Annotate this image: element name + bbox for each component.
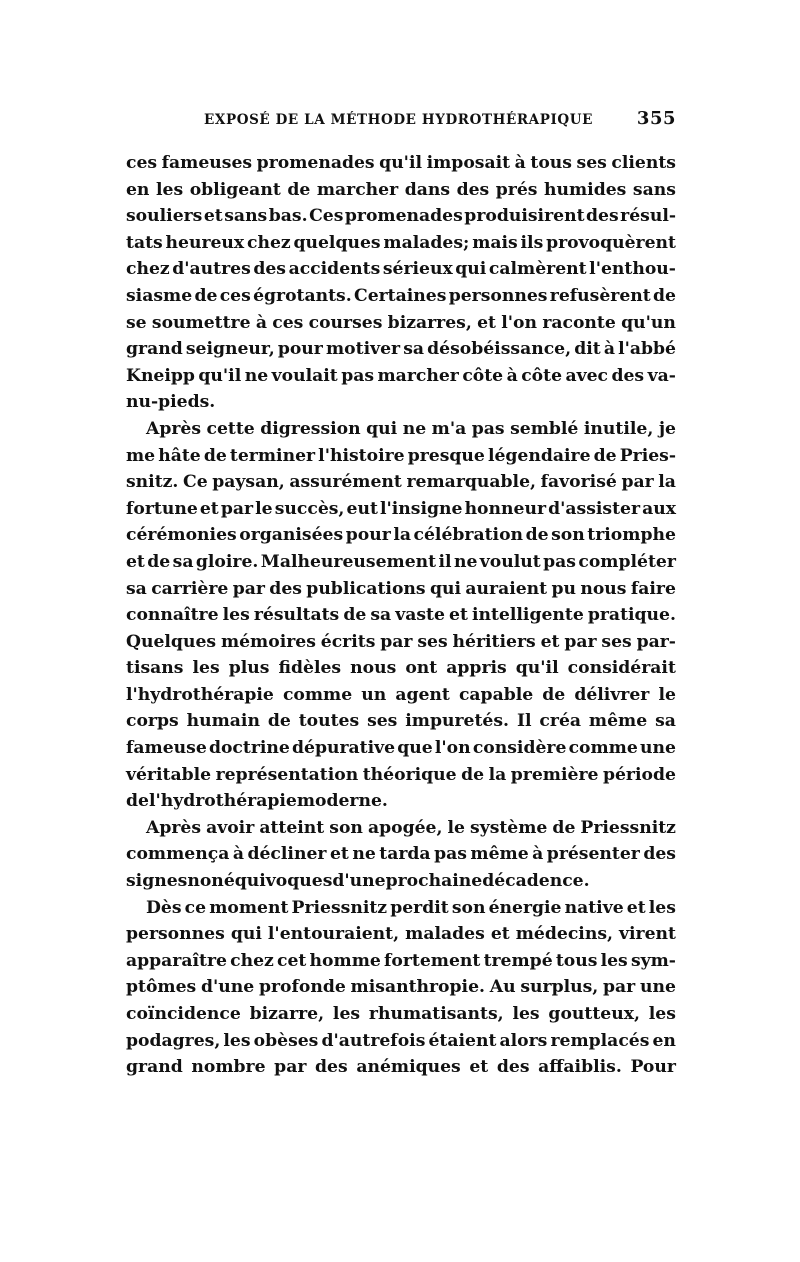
text-line: grand nombre par des anémiques et des affaiblis. Pour: [126, 1057, 676, 1078]
text-line: tats heureux chez quelques malades; mais ils provoquèrent: [126, 232, 676, 253]
text-line: en les obligeant de marcher dans des prés humides sans: [126, 179, 676, 200]
text-line: de l'hydrothérapie moderne.: [126, 791, 388, 812]
text-line: signes non équivoques d'une prochaine décadence.: [126, 871, 590, 892]
text-line: fameuse doctrine dépurative que l'on considère comme une: [126, 738, 676, 759]
paragraph: [126, 895, 676, 1081]
text-line: Kneipp qu'il ne voulait pas marcher côte à côte avec des va-: [126, 365, 676, 386]
text-line: se soumettre à ces courses bizarres, et l'on raconte qu'un: [126, 312, 676, 333]
text-line: snitz. Ce paysan, assurément remarquable, favorisé par la: [126, 472, 676, 493]
text-line: commença à décliner et ne tarda pas même à présenter des: [126, 844, 676, 865]
body-text: [126, 150, 676, 1081]
text-line: l'hydrothérapie comme un agent capable de délivrer le: [126, 684, 676, 705]
book-page: [126, 108, 676, 1081]
text-line: connaître les résultats de sa vaste et intelligente pratique.: [126, 605, 676, 626]
text-line: véritable représentation théorique de la première période: [126, 764, 676, 785]
text-line: ptômes d'une profonde misanthropie. Au surplus, par une: [126, 977, 676, 998]
text-line: cérémonies organisées pour la célébration de son triomphe: [126, 525, 676, 546]
text-line: Après avoir atteint son apogée, le système de Priessnitz: [146, 817, 676, 838]
text-line: Dès ce moment Priessnitz perdit son énergie native et les: [146, 897, 676, 918]
text-line: Après cette digression qui ne m'a pas semblé inutile, je: [146, 418, 676, 439]
paragraph: [126, 150, 676, 416]
page-number: 355: [636, 108, 676, 129]
text-line: personnes qui l'entouraient, malades et médecins, virent: [126, 924, 676, 945]
text-line: tisans les plus fidèles nous ont appris qu'il considérait: [126, 658, 676, 679]
text-line: nu-pieds.: [126, 392, 216, 413]
text-line: souliers et sans bas. Ces promenades produisirent des résul-: [126, 206, 676, 227]
text-line: ces fameuses promenades qu'il imposait à tous ses clients: [126, 153, 676, 173]
paragraph: [126, 416, 676, 815]
text-line: siasme de ces égrotants. Certaines personnes refusèrent de: [126, 285, 676, 306]
text-line: sa carrière par des publications qui auraient pu nous faire: [126, 578, 676, 599]
text-line: coïncidence bizarre, les rhumatisants, les goutteux, les: [126, 1004, 676, 1024]
text-line: Quelques mémoires écrits par ses héritiers et par ses par-: [126, 631, 676, 652]
text-line: fortune et par le succès, eut l'insigne honneur d'assister aux: [126, 498, 676, 519]
running-head-title: EXPOSÉ DE LA MÉTHODE HYDROTHÉRAPIQUE: [204, 112, 594, 128]
text-line: apparaître chez cet homme fortement trempé tous les sym-: [126, 950, 676, 971]
text-line: chez d'autres des accidents sérieux qui calmèrent l'enthou-: [126, 259, 676, 280]
paragraph: [126, 815, 676, 895]
text-line: podagres, les obèses d'autrefois étaient alors remplacés en: [126, 1030, 676, 1051]
text-line: grand seigneur, pour motiver sa désobéissance, dit à l'abbé: [126, 339, 676, 360]
text-line: me hâte de terminer l'histoire presque légendaire de Pries-: [126, 445, 676, 466]
running-head: [204, 108, 676, 136]
text-line: corps humain de toutes ses impuretés. Il créa même sa: [126, 711, 676, 732]
text-line: et de sa gloire. Malheureusement il ne voulut pas compléter: [126, 551, 676, 572]
